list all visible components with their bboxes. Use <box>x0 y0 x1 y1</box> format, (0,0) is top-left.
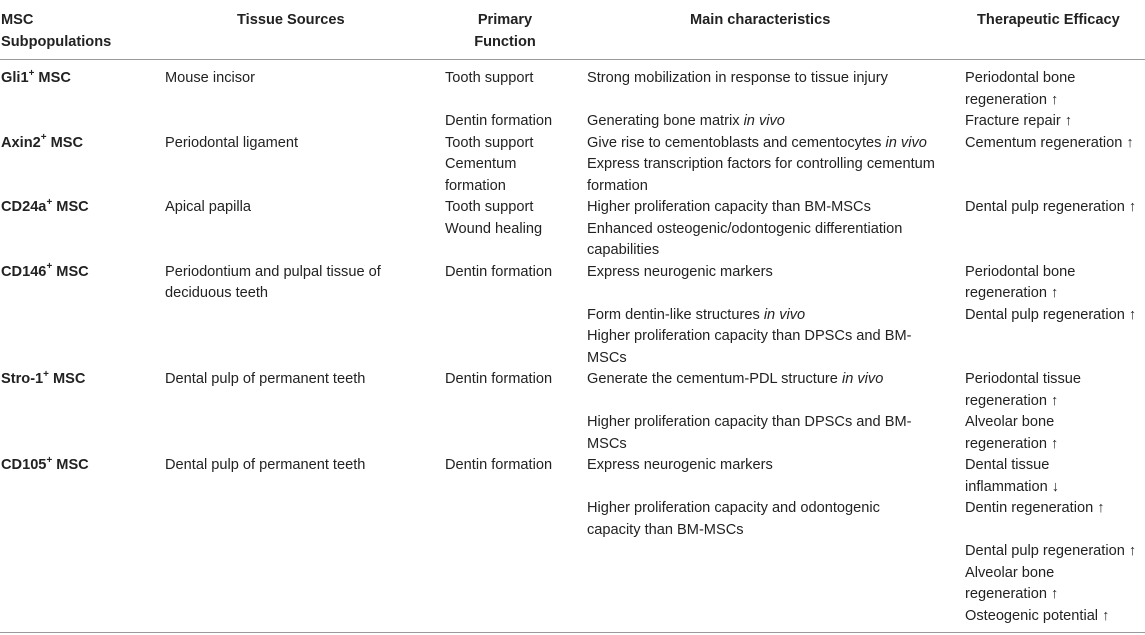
header-main-characteristics: Main characteristics <box>690 12 831 28</box>
row-cd105-sup: + <box>46 454 53 466</box>
row-cd146-characteristic-1: Express neurogenic markers <box>587 263 773 280</box>
row-stro1-efficacy-2: Alveolar bone <box>965 414 1055 430</box>
row-cd24a-sup: + <box>46 196 53 208</box>
row-stro1-efficacy-2b: regeneration ↑ <box>965 435 1059 452</box>
row-cd146-name-text: CD146 <box>1 263 47 280</box>
row-gli1-characteristic-2-text: Generating bone matrix <box>587 113 744 129</box>
row-gli1-suffix: MSC <box>34 70 71 86</box>
row-cd146-name <box>1 262 89 284</box>
row-stro1-tissue: Dental pulp of permanent teeth <box>165 371 366 387</box>
row-cd105-efficacy-1b: inflammation ↓ <box>965 478 1060 495</box>
row-axin2-suffix: MSC <box>46 134 84 151</box>
row-cd24a-function-1: Tooth support <box>445 199 534 215</box>
row-cd105-name-text: CD105 <box>1 457 47 473</box>
row-axin2-function-2b: formation <box>445 177 506 194</box>
header-primary-function <box>455 10 555 53</box>
table-bottom-divider <box>0 632 1145 633</box>
row-cd146-tissue: Periodontium and pulpal tissue of <box>165 263 381 280</box>
row-cd105-efficacy-5: Osteogenic potential ↑ <box>965 607 1110 624</box>
row-cd146-characteristic-2-text: Form dentin-like structures <box>587 306 764 323</box>
row-gli1-name <box>1 68 71 90</box>
row-stro1-function-1: Dentin formation <box>445 371 553 387</box>
row-axin2-characteristic-2: Express transcription factors for controlling cementum <box>587 156 935 172</box>
row-stro1-efficacy-1: Periodontal tissue <box>965 371 1082 387</box>
header-primary-function-line2: Function <box>474 33 536 50</box>
row-gli1-function-1: Tooth support <box>445 70 534 86</box>
row-cd105-name <box>1 455 89 477</box>
row-cd105-efficacy-1: Dental tissue <box>965 457 1050 473</box>
row-cd146-characteristic-2-italic: in vivo <box>763 306 806 323</box>
row-gli1-tissue: Mouse incisor <box>165 70 256 86</box>
row-axin2-characteristic-1-text: Give rise to cementoblasts and cementocytes <box>587 134 886 151</box>
row-cd24a-efficacy-1: Dental pulp regeneration ↑ <box>965 199 1137 215</box>
header-subpopulations-line1: MSC <box>1 12 34 28</box>
row-cd105-characteristic-2b: capacity than BM-MSCs <box>587 521 744 538</box>
row-cd146-characteristic-3: Higher proliferation capacity than DPSCs and BM- <box>587 328 912 344</box>
header-divider <box>0 59 1145 60</box>
row-cd24a-characteristic-1: Higher proliferation capacity than BM-MSCs <box>587 199 871 215</box>
row-axin2-function-2: Cementum <box>445 156 517 172</box>
row-cd146-function-1: Dentin formation <box>445 263 553 280</box>
header-subpopulations <box>1 10 111 53</box>
row-axin2-function-1: Tooth support <box>445 134 534 151</box>
row-cd105-tissue: Dental pulp of permanent teeth <box>165 457 366 473</box>
row-axin2-name-text: Axin2 <box>1 134 41 151</box>
row-cd105-efficacy-2: Dentin regeneration ↑ <box>965 500 1105 516</box>
row-gli1-efficacy-1b: regeneration ↑ <box>965 91 1059 108</box>
row-stro1-characteristic-1-text: Generate the cementum-PDL structure <box>587 371 842 387</box>
row-gli1-characteristic-2-italic: in vivo <box>743 113 785 129</box>
row-cd146-suffix: MSC <box>52 263 89 280</box>
row-gli1-characteristic-2 <box>587 111 785 133</box>
header-primary-function-line1: Primary <box>477 12 533 28</box>
row-gli1-efficacy-2: Fracture repair ↑ <box>965 113 1073 129</box>
row-cd105-efficacy-4b: regeneration ↑ <box>965 586 1059 602</box>
row-stro1-characteristic-2: Higher proliferation capacity than DPSCs and BM- <box>587 414 912 430</box>
row-axin2-tissue: Periodontal ligament <box>165 134 299 151</box>
row-cd24a-characteristic-2b: capabilities <box>587 242 660 258</box>
row-stro1-name <box>1 369 85 391</box>
row-cd146-efficacy-1: Periodontal bone <box>965 263 1076 280</box>
row-cd24a-function-2: Wound healing <box>445 220 543 237</box>
row-cd105-suffix: MSC <box>52 457 89 473</box>
row-axin2-characteristic-2b: formation <box>587 177 648 194</box>
row-gli1-function-2: Dentin formation <box>445 113 553 129</box>
row-stro1-suffix: MSC <box>48 371 86 387</box>
row-cd24a-characteristic-2: Enhanced osteogenic/odontogenic differentiation <box>587 220 903 237</box>
row-axin2-characteristic-1-italic: in vivo <box>885 134 927 151</box>
row-cd146-characteristic-3b: MSCs <box>587 349 627 366</box>
row-cd105-characteristic-1: Express neurogenic markers <box>587 457 773 473</box>
row-gli1-sup: + <box>28 67 35 79</box>
header-therapeutic-efficacy: Therapeutic Efficacy <box>977 12 1120 28</box>
row-axin2-name <box>1 133 83 155</box>
row-cd24a-name-text: CD24a <box>1 199 47 215</box>
row-cd24a-tissue: Apical papilla <box>165 199 251 215</box>
row-stro1-efficacy-1b: regeneration ↑ <box>965 392 1059 409</box>
row-cd105-function-1: Dentin formation <box>445 457 553 473</box>
row-cd146-efficacy-1b: regeneration ↑ <box>965 285 1059 301</box>
header-subpopulations-line2: Subpopulations <box>1 33 112 50</box>
row-cd105-characteristic-2: Higher proliferation capacity and odontogenic <box>587 500 880 516</box>
row-gli1-efficacy-1: Periodontal bone <box>965 70 1076 86</box>
row-stro1-sup: + <box>43 368 49 380</box>
row-cd146-characteristic-2 <box>587 305 805 327</box>
row-cd105-efficacy-3: Dental pulp regeneration ↑ <box>965 543 1137 559</box>
row-gli1-characteristic-1: Strong mobilization in response to tissue injury <box>587 70 888 86</box>
row-stro1-characteristic-1-italic: in vivo <box>841 371 884 387</box>
row-gli1-name-text: Gli1 <box>1 70 29 86</box>
row-cd146-efficacy-2: Dental pulp regeneration ↑ <box>965 306 1137 323</box>
row-stro1-characteristic-2b: MSCs <box>587 435 627 452</box>
header-tissue-sources: Tissue Sources <box>237 12 345 28</box>
row-axin2-efficacy-1: Cementum regeneration ↑ <box>965 134 1134 151</box>
row-stro1-characteristic-1 <box>587 369 883 391</box>
row-axin2-characteristic-1 <box>587 133 927 155</box>
row-cd146-sup: + <box>46 261 53 273</box>
row-stro1-name-text: Stro-1 <box>1 371 44 387</box>
row-cd24a-name <box>1 197 89 219</box>
row-cd24a-suffix: MSC <box>52 199 89 215</box>
row-cd146-tissue-b: deciduous teeth <box>165 285 269 301</box>
row-axin2-sup: + <box>40 132 47 144</box>
row-cd105-efficacy-4: Alveolar bone <box>965 564 1055 581</box>
